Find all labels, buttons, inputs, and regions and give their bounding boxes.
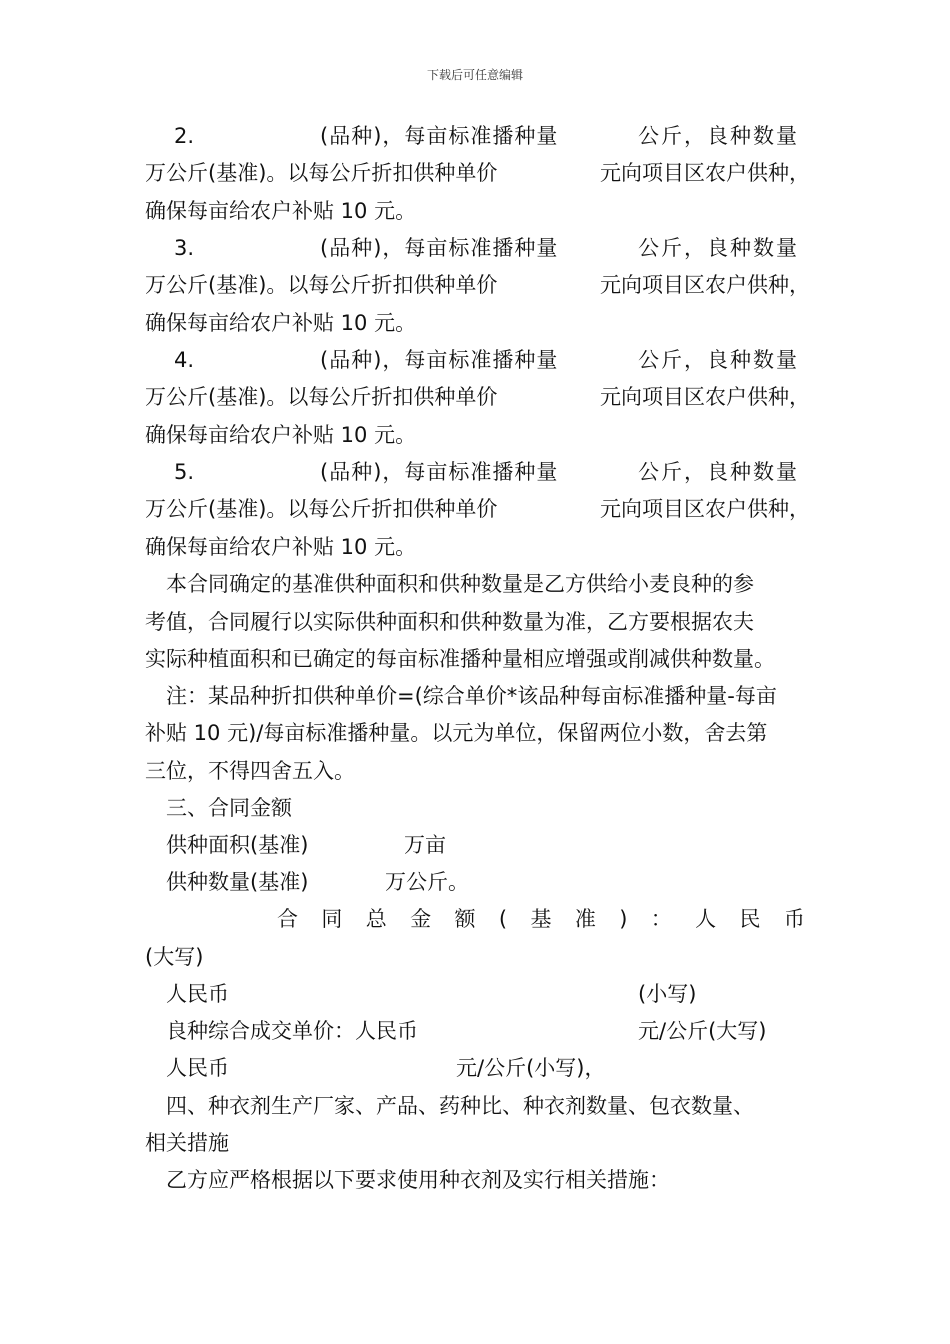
item-line3: 确保每亩给农户补贴 10 元。	[145, 423, 417, 447]
item-line3: 确保每亩给农户补贴 10 元。	[145, 199, 417, 223]
total-char: 人	[695, 907, 717, 931]
item-kg-text: 公斤，良种数量	[638, 236, 799, 260]
section-heading: 三、合同金额	[166, 796, 292, 820]
item-line2-left: 万公斤(基准)。以每公斤折扣供种单价	[145, 161, 498, 185]
item-number: 2.	[174, 124, 195, 148]
paragraph-line: 本合同确定的基准供种面积和供种数量是乙方供给小麦良种的参	[166, 572, 754, 596]
item-variety-text: (品种)，每亩标准播种量	[320, 236, 559, 260]
total-char: 币	[783, 907, 805, 931]
note-line: 补贴 10 元)/每亩标准播种量。以元为单位，保留两位小数，舍去第	[145, 721, 768, 745]
item-line3: 确保每亩给农户补贴 10 元。	[145, 311, 417, 335]
item-line2-left: 万公斤(基准)。以每公斤折扣供种单价	[145, 385, 498, 409]
total-char: 额	[454, 907, 476, 931]
item-number: 5.	[174, 460, 195, 484]
unit-price-xiaoxie: 元/公斤(小写)，	[456, 1056, 606, 1080]
quantity-label: 供种数量(基准)	[166, 870, 309, 894]
total-char: 合	[277, 907, 298, 931]
item-kg-text: 公斤，良种数量	[638, 348, 799, 372]
total-amount-line	[277, 905, 805, 933]
page-header: 下载后可任意编辑	[426, 68, 523, 82]
total-char: 同	[321, 907, 343, 931]
item-kg-text: 公斤，良种数量	[638, 460, 799, 484]
total-char: 民	[739, 907, 761, 931]
item-line2-right: 元向项目区农户供种，	[600, 385, 810, 409]
area-label: 供种面积(基准)	[166, 833, 309, 857]
total-char: (	[498, 907, 508, 931]
unit-price-label: 良种综合成交单价：人民币	[166, 1019, 418, 1043]
item-variety-text: (品种)，每亩标准播种量	[320, 460, 559, 484]
rmb-label: 人民币	[166, 1056, 229, 1080]
item-kg-text: 公斤，良种数量	[638, 124, 799, 148]
section-heading-cont: 相关措施	[145, 1131, 229, 1155]
paragraph-line: 考值，合同履行以实际供种面积和供种数量为准，乙方要根据农夫	[145, 610, 754, 634]
section4-text: 乙方应严格根据以下要求使用种衣剂及实行相关措施：	[166, 1168, 670, 1192]
item-line2-left: 万公斤(基准)。以每公斤折扣供种单价	[145, 497, 498, 521]
total-char: )	[619, 907, 628, 931]
total-char: ：	[650, 907, 672, 931]
item-line2-left: 万公斤(基准)。以每公斤折扣供种单价	[145, 273, 498, 297]
total-char: 基	[530, 907, 552, 931]
item-line3: 确保每亩给农户补贴 10 元。	[145, 535, 417, 559]
total-daxie: (大写)	[145, 945, 204, 969]
total-xiaoxie: (小写)	[638, 982, 697, 1006]
quantity-unit: 万公斤。	[385, 870, 469, 894]
area-unit: 万亩	[404, 833, 446, 857]
total-char: 准	[574, 907, 596, 931]
item-line2-right: 元向项目区农户供种，	[600, 161, 810, 185]
note-line: 三位，不得四舍五入。	[145, 759, 355, 783]
total-char: 金	[410, 907, 432, 931]
item-number: 3.	[174, 236, 195, 260]
unit-price-daxie: 元/公斤(大写)	[638, 1019, 767, 1043]
item-line2-right: 元向项目区农户供种，	[600, 273, 810, 297]
paragraph-line: 实际种植面积和已确定的每亩标准播种量相应增强或削减供种数量。	[145, 647, 775, 671]
total-char: 总	[365, 907, 387, 931]
rmb-label: 人民币	[166, 982, 229, 1006]
item-line2-right: 元向项目区农户供种，	[600, 497, 810, 521]
item-variety-text: (品种)，每亩标准播种量	[320, 348, 559, 372]
item-number: 4.	[174, 348, 195, 372]
item-variety-text: (品种)，每亩标准播种量	[320, 124, 559, 148]
note-line: 注：某品种折扣供种单价=(综合单价*该品种每亩标准播种量-每亩	[166, 684, 777, 708]
section-heading: 四、种衣剂生产厂家、产品、药种比、种衣剂数量、包衣数量、	[166, 1094, 754, 1118]
